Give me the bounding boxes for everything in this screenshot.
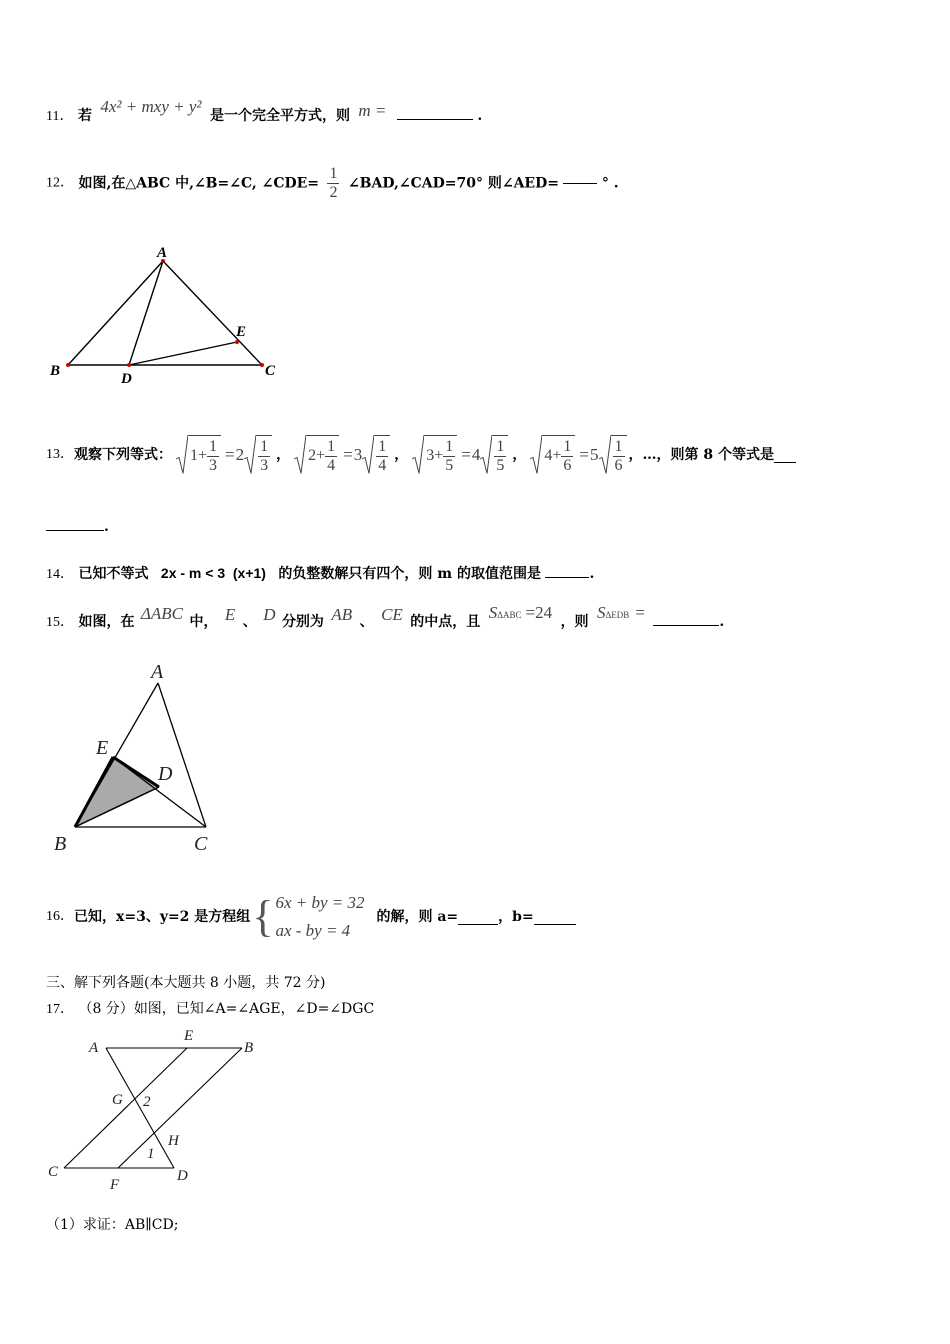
q11-expression: 4x² + mxy + y² [100,97,202,116]
question-11 [46,97,483,136]
q13-end: . [104,519,109,535]
q15-dun-2: 、 [359,614,374,630]
q14-text-b: 的负整数解只有四个，则 m 的取值范围是 [278,566,541,582]
q15-answer-blank [653,625,719,626]
q16-eq1: 6x + by = 32 [275,893,365,912]
q13-t2-n: 1 [327,438,336,455]
q13-answer-blank-2 [46,530,104,531]
q17-label-g: G [112,1092,123,1108]
q13-answer-line-2 [46,518,109,536]
q15-text-d: 的中点，且 [410,614,481,630]
q13-t1-a: 1 [190,447,198,465]
q17-score: （8 分） [78,1001,134,1017]
q17-label-2: 2 [143,1094,151,1110]
radical-icon [176,435,188,475]
q17-line-ad [106,1048,174,1168]
q13-t2-n2: 1 [378,438,387,455]
q15-number: 15． [46,615,74,630]
q16-text-b: 的解，则 a= [376,909,459,925]
q15-s1-sub: ΔABC [497,610,522,620]
q13-t2-d: 4 [327,457,336,474]
q13-t1-n2: 1 [260,438,269,455]
q12-text-a: 如图,在△ABC 中,∠B=∠C, ∠CDE= [78,175,320,192]
q13-term-3-root: 3+ $\frac{1}{5}$ [412,435,457,475]
q17-figure [44,1024,274,1194]
question-12 [46,165,619,202]
q16-equation-system [252,889,364,945]
q13-term-4-root2 [599,435,627,475]
q13-term-4-root: 4+ $\frac{1}{6}$ [530,435,575,475]
q13-t4-d: 6 [563,457,572,474]
q15-text-e: ，则 [560,614,589,630]
q17-label-d: D [177,1168,188,1184]
q17-label-c: C [48,1164,59,1180]
q12-frac-num: 1 [329,165,338,182]
q15-label-e: E [96,737,109,759]
q13-t2-k: 3 [353,445,363,464]
q12-fraction [327,165,339,202]
q13-term-3-root2 [480,435,508,475]
q13-t3-a: 3 [426,447,435,465]
q12-frac-den: 2 [329,184,338,201]
q15-ab: AB [331,605,353,624]
brace-icon: { [252,892,274,941]
q11-end: . [477,108,483,124]
q13-term-1-root: 1+ $\frac{1}{3}$ [176,435,221,475]
q12-point-e [235,340,239,344]
q14-inequality: 2x - m < 3 (x+1) [160,565,266,581]
q15-end: . [719,614,725,630]
q17-line-bf [118,1048,242,1168]
q15-s2-eq: = [635,603,645,622]
q13-t4-a: 4 [544,447,553,465]
q13-sep-3: ， [512,447,527,463]
q13-term-2: 2+ $\frac{1}{4}$ = 3 $\frac{1}{4}$ [294,435,390,475]
q15-s2: S [597,603,606,622]
radical-icon [480,435,492,475]
q12-label-d: D [121,371,132,387]
q16-text-c: ，b= [498,909,534,925]
q12-number: 12． [46,175,74,191]
q14-number: 14． [46,567,74,582]
q17-text: 如图，已知∠A=∠AGE，∠D=∠DGC [133,1001,375,1017]
q15-shaded-triangle [75,757,159,827]
q13-t3-d2: 5 [496,457,505,474]
q17-line-ec [64,1048,187,1168]
q15-text-c: 分别为 [281,614,324,630]
q13-t2-d2: 4 [378,457,387,474]
q15-d: D [263,605,276,624]
q13-number: 13． [46,447,74,462]
question-13 [46,427,796,483]
q13-t4-d2: 6 [614,457,623,474]
q15-text-b: 中， [189,614,218,630]
q14-end: . [589,566,595,582]
q13-prefix: 观察下列等式： [74,447,172,463]
q12-label-b: B [50,363,61,379]
radical-icon [294,435,306,475]
q15-label-a: A [151,661,164,683]
q15-s2-sub: ΔEDB [605,610,630,620]
q15-dun: 、 [242,614,257,630]
q16-answer-b [534,924,576,925]
question-16 [46,888,576,946]
q17-label-b: B [244,1040,254,1056]
radical-icon [412,435,424,475]
q15-label-b: B [54,833,67,855]
q13-sep-1: ， [276,447,291,463]
question-14 [46,564,594,584]
q15-area-abc [488,603,557,622]
radical-icon [599,435,611,475]
q15-triangle: ΔABC [140,604,183,623]
q13-t1-d2: 3 [260,457,269,474]
q12-end: ° . [601,175,619,192]
q12-point-b [66,363,70,367]
q16-number: 16． [46,909,74,924]
q13-t1-d: 3 [209,457,218,474]
q12-answer-blank [563,183,597,184]
q17-label-f: F [110,1177,120,1193]
q12-point-d [127,363,131,367]
q13-term-1: 1+ $\frac{1}{3}$ = 2 $\frac{1}{3}$ [176,435,272,475]
q11-middle: 是一个完全平方式，则 [209,108,350,124]
q12-text-b: ∠BAD,∠CAD=70° 则∠AED= [347,175,559,192]
q15-label-c: C [194,833,208,855]
radical-icon [244,435,256,475]
q12-label-c: C [265,363,276,379]
q13-suffix: ，…，则第 8 个等式是 [628,447,774,463]
q17-number: 17． [46,1002,74,1017]
q13-t3-k: 4 [471,445,481,464]
q16-answer-a [458,924,498,925]
q13-sep-2: ， [394,447,409,463]
q17-label-a: A [89,1040,99,1056]
q13-t1-n: 1 [209,438,218,455]
q14-text-a: 已知不等式 [78,566,149,582]
question-15 [46,603,725,632]
radical-icon [362,435,374,475]
q13-t1-k: 2 [235,445,245,464]
q11-number: 11． [46,109,74,124]
section-3-heading: 三、解下列各题(本大题共 8 小题，共 72 分) [46,975,326,991]
q15-text-a: 如图，在 [78,614,135,630]
q15-label-d: D [158,763,173,785]
q11-var: m = [358,101,387,120]
q13-t3-n: 1 [445,438,454,455]
q13-term-2-root: 2+ $\frac{1}{4}$ [294,435,339,475]
q11-prefix: 若 [77,108,92,124]
q12-label-a: A [157,245,168,261]
q15-s1-val: =24 [525,603,553,622]
q11-answer-blank [397,119,473,120]
q13-term-3: 3+ $\frac{1}{5}$ = 4 $\frac{1}{5}$ [412,435,508,475]
q15-s1: S [488,603,498,622]
q13-t4-n2: 1 [614,438,623,455]
question-17 [46,1000,374,1019]
q16-text-a: 已知，x=3、y=2 是方程组 [74,909,251,925]
q17-sub-1: （1）求证：AB∥CD; [46,1217,179,1233]
q13-t3-n2: 1 [496,438,505,455]
q15-area-edb [597,603,649,622]
q15-figure [48,660,228,860]
q12-figure [40,245,300,395]
q14-answer-blank [545,577,589,578]
q16-eq2: ax - by = 4 [275,921,351,940]
q12-point-c [260,363,264,367]
q13-term-2-root2 [362,435,390,475]
q13-t3-d: 5 [445,457,454,474]
q13-answer-blank-1 [774,462,796,463]
q17-label-h: H [168,1133,179,1149]
q15-ce: CE [381,605,403,624]
radical-icon [530,435,542,475]
q13-t2-a: 2 [308,447,317,465]
q13-t4-n: 1 [563,438,572,455]
q15-e: E [224,605,236,624]
q12-label-e: E [236,324,247,340]
q13-term-1-root2 [244,435,272,475]
q13-term-4: 4+ $\frac{1}{6}$ = 5 $\frac{1}{6}$ [530,435,626,475]
q17-label-e: E [184,1028,194,1044]
q13-t4-k: 5 [590,445,599,464]
q17-label-1: 1 [147,1146,155,1162]
